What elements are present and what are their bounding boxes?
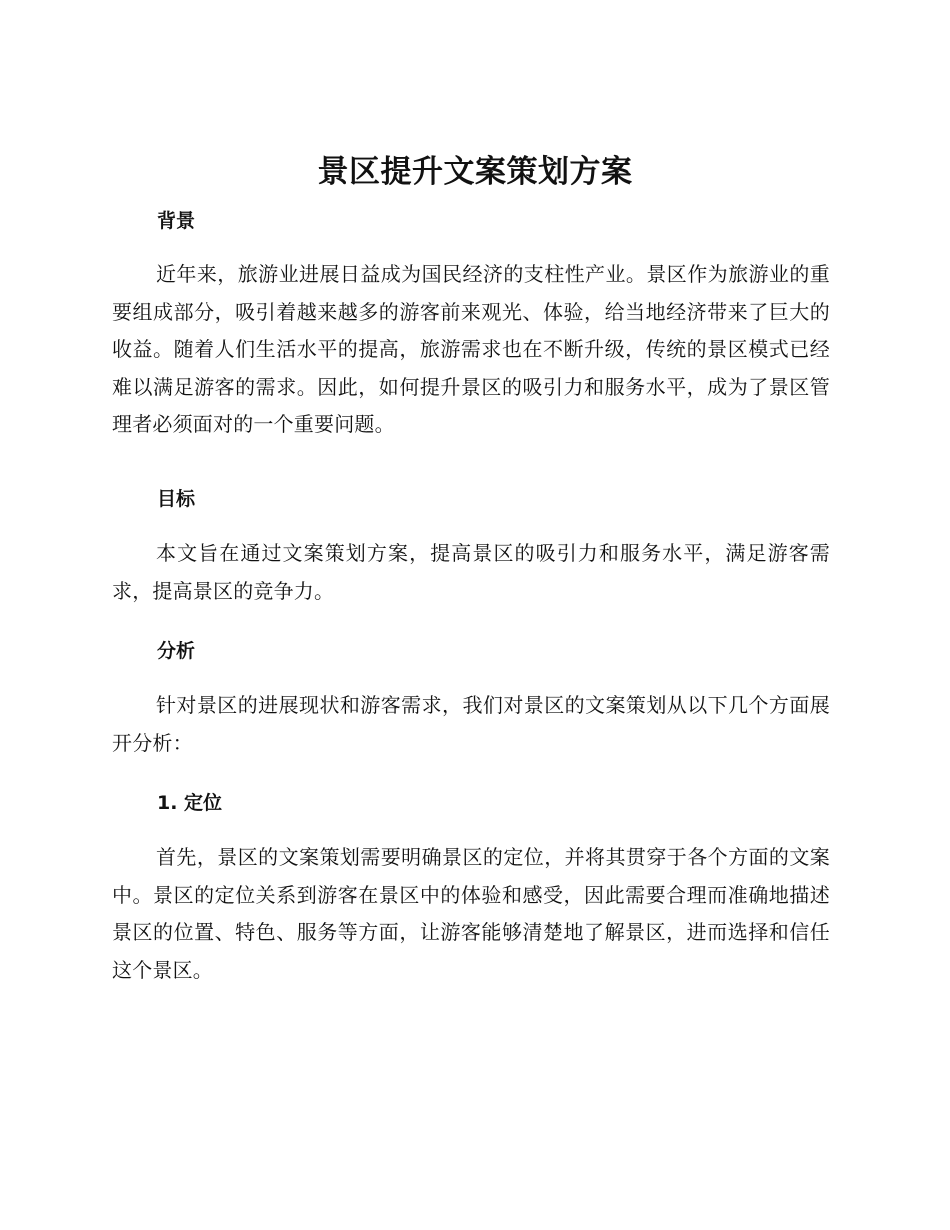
section-heading-goal: 目标 bbox=[157, 488, 196, 510]
section-paragraph-goal: 本文旨在通过文案策划方案，提高景区的吸引力和服务水平，满足游客需求，提高景区的竞争力。 bbox=[112, 541, 830, 603]
section-heading-analysis: 分析 bbox=[157, 640, 196, 662]
section-paragraph-background: 近年来，旅游业进展日益成为国民经济的支柱性产业。景区作为旅游业的重要组成部分，吸引着越来越多的游客前来观光、体验，给当地经济带来了巨大的收益。随着人们生活水平的提高，旅游需求也在不断升级，传统的景区模式已经难以满足游客的需求。因此，如何提升景区的吸引力和服务水平，成为了景区管理者必须面对的一个重要问题。 bbox=[112, 262, 830, 436]
section-heading-background: 背景 bbox=[157, 210, 196, 232]
section-heading-positioning: 1. 定位 bbox=[157, 792, 223, 814]
section-paragraph-analysis: 针对景区的进展现状和游客需求，我们对景区的文案策划从以下几个方面展开分析： bbox=[112, 693, 830, 755]
section-paragraph-positioning: 首先，景区的文案策划需要明确景区的定位，并将其贯穿于各个方面的文案中。景区的定位关系到游客在景区中的体验和感受，因此需要合理而准确地描述景区的位置、特色、服务等方面，让游客能够清楚地了解景区，进而选择和信任这个景区。 bbox=[112, 845, 830, 982]
document-title: 景区提升文案策划方案 bbox=[317, 154, 633, 190]
